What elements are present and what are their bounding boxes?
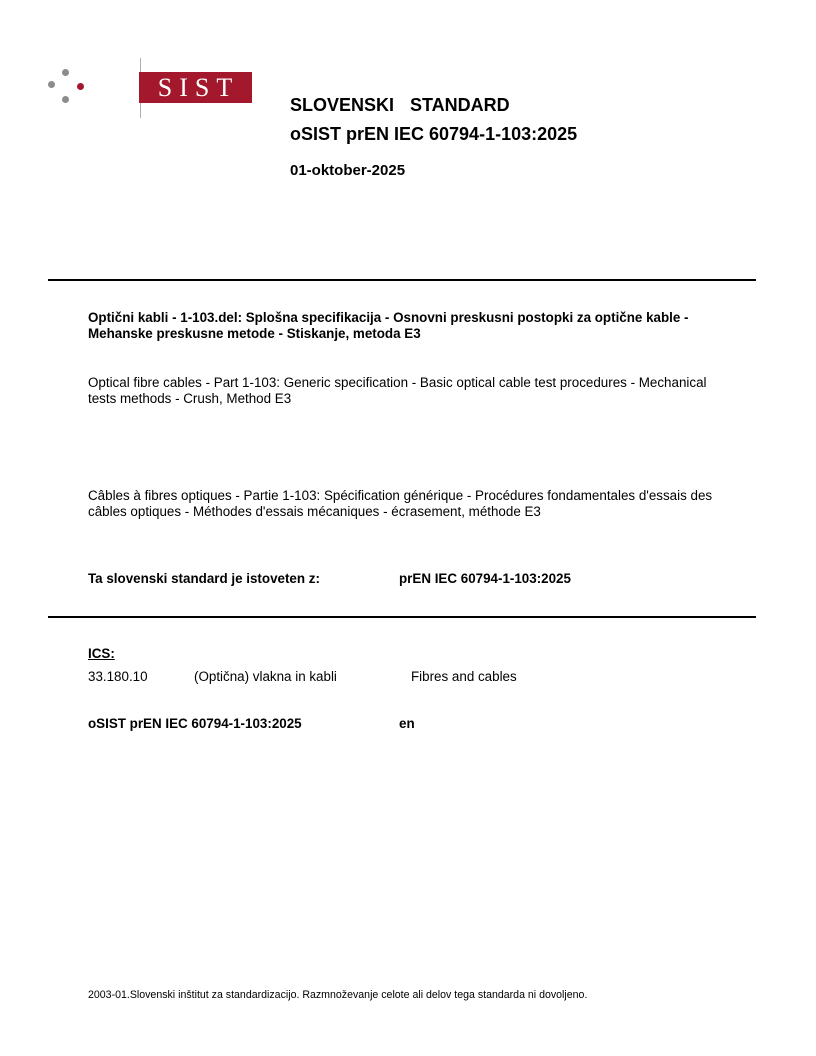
top-divider	[48, 279, 756, 281]
logo-dot-icon	[62, 69, 69, 76]
bottom-divider	[48, 616, 756, 618]
identical-label: Ta slovenski standard je istoveten z:	[88, 571, 320, 586]
document-language: en	[399, 716, 415, 731]
title-french: Câbles à fibres optiques - Partie 1-103: Spécification générique - Procédures fondamentales d'essais des câbles optiques - Méthodes d'essais mécaniques - écrasement, méthode E3	[88, 488, 713, 519]
ics-description-english: Fibres and cables	[411, 669, 517, 684]
document-id: oSIST prEN IEC 60794-1-103:2025	[88, 716, 302, 731]
title-english: Optical fibre cables - Part 1-103: Generic specification - Basic optical cable test procedures - Mechanical tests methods - Crush, Method E3	[88, 375, 707, 406]
standard-id-title: oSIST prEN IEC 60794-1-103:2025	[290, 124, 578, 144]
logo-dot-icon	[77, 83, 84, 90]
copyright-footer: 2003-01.Slovenski inštitut za standardizacijo. Razmnoževanje celote ali delov tega standarda ni dovoljeno.	[88, 989, 588, 1001]
ics-description-slovenian: (Optična) vlakna in kabli	[194, 669, 337, 684]
logo-dot-icon	[62, 96, 69, 103]
logo-box	[139, 72, 252, 103]
logo-text: SIST	[157, 72, 240, 102]
sist-logo	[48, 58, 240, 120]
ics-code: 33.180.10	[88, 669, 148, 684]
ics-label: ICS:	[88, 646, 115, 661]
identical-value: prEN IEC 60794-1-103:2025	[399, 571, 571, 586]
publication-date: 01-oktober-2025	[290, 162, 406, 179]
title-slovenian: Optični kabli - 1-103.del: Splošna specifikacija - Osnovni preskusni postopki za optične kable - Mehanske preskusne metode - Stiskanje, metoda E3	[88, 310, 689, 341]
document-type-title: SLOVENSKI STANDARD	[290, 95, 510, 115]
logo-dot-icon	[48, 81, 55, 88]
